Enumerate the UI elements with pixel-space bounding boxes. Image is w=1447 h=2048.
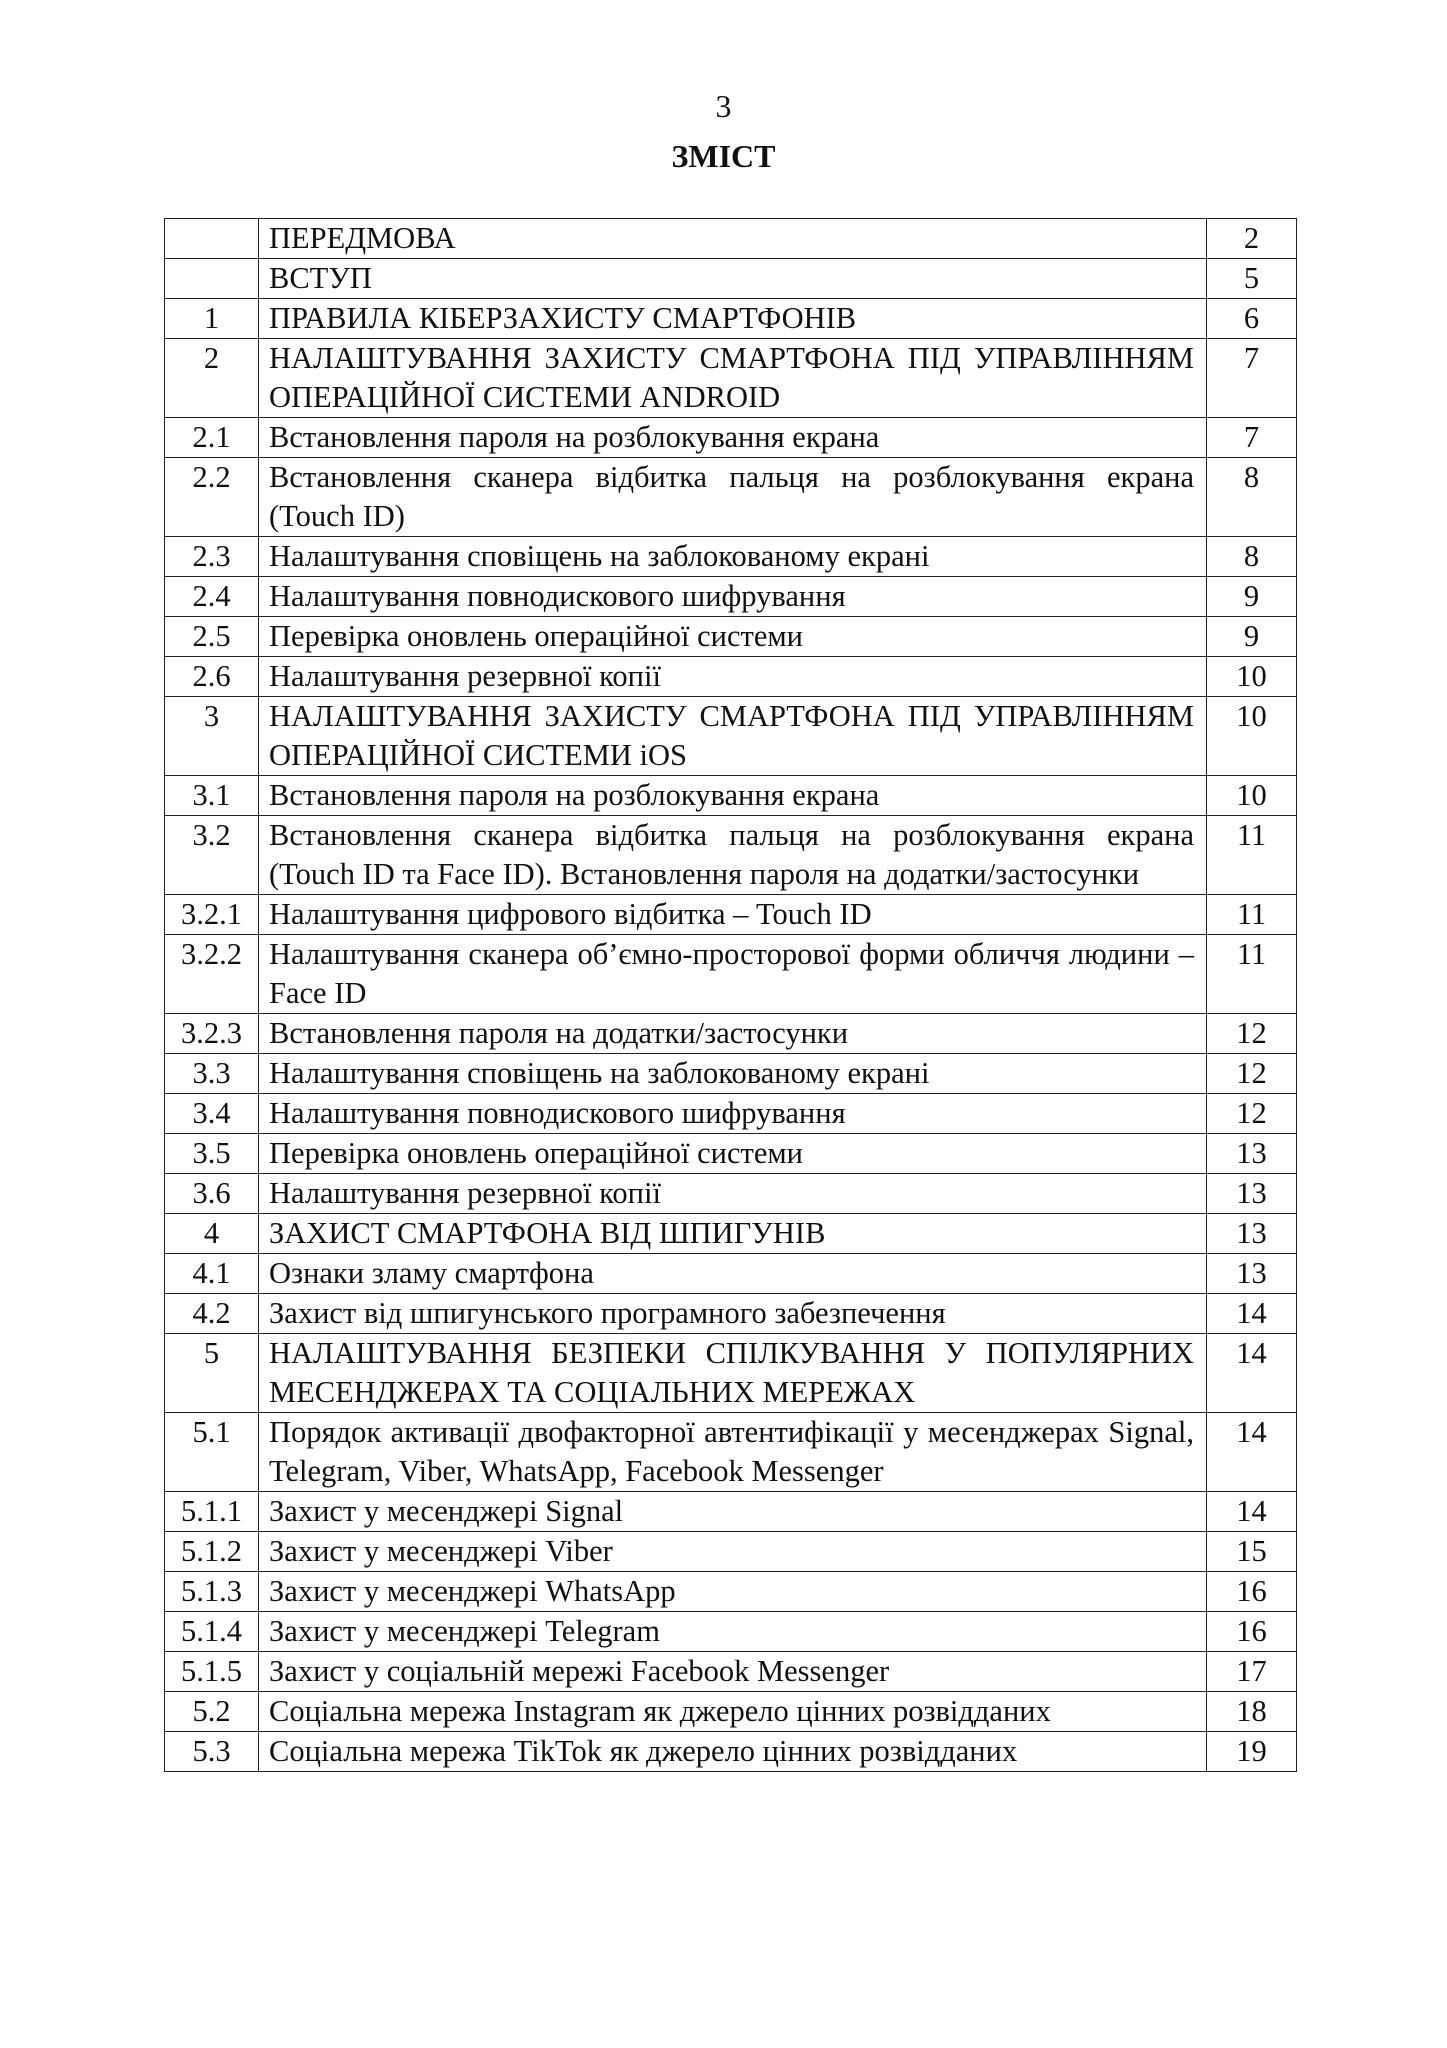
toc-section-number: 3.2 <box>165 816 259 895</box>
toc-section-number: 2 <box>165 339 259 418</box>
toc-row <box>165 577 1297 617</box>
toc-section-title: Налаштування цифрового відбитка – Touch ID <box>259 895 1207 935</box>
toc-body <box>165 219 1297 1772</box>
toc-section-number: 2.1 <box>165 418 259 458</box>
toc-row <box>165 1094 1297 1134</box>
toc-page-number: 6 <box>1207 299 1297 339</box>
toc-section-title: Встановлення пароля на розблокування екрана <box>259 776 1207 816</box>
toc-page-number: 11 <box>1207 816 1297 895</box>
toc-page-number: 14 <box>1207 1413 1297 1492</box>
toc-section-title: Захист у месенджері WhatsApp <box>259 1572 1207 1612</box>
toc-section-title: НАЛАШТУВАННЯ БЕЗПЕКИ СПІЛКУВАННЯ У ПОПУЛЯРНИХ МЕСЕНДЖЕРАХ ТА СОЦІАЛЬНИХ МЕРЕЖАХ <box>259 1334 1207 1413</box>
toc-page-number: 14 <box>1207 1334 1297 1413</box>
toc-section-number: 2.3 <box>165 537 259 577</box>
toc-section-number: 4.1 <box>165 1254 259 1294</box>
toc-row <box>165 697 1297 776</box>
toc-section-title: Налаштування сканера об’ємно-просторової форми обличчя людини – Face ID <box>259 935 1207 1014</box>
toc-row <box>165 776 1297 816</box>
toc-row <box>165 895 1297 935</box>
toc-page-number: 10 <box>1207 776 1297 816</box>
toc-table <box>164 218 1297 1772</box>
toc-section-title: ПЕРЕДМОВА <box>259 219 1207 259</box>
toc-section-title: Встановлення сканера відбитка пальця на розблокування екрана (Touch ID та Face ID). Встановлення пароля на додатки/застосунки <box>259 816 1207 895</box>
toc-page-number: 15 <box>1207 1532 1297 1572</box>
toc-section-title: Соціальна мережа TikTok як джерело цінних розвідданих <box>259 1732 1207 1772</box>
toc-row <box>165 1294 1297 1334</box>
toc-section-number: 5.3 <box>165 1732 259 1772</box>
toc-section-number: 3 <box>165 697 259 776</box>
toc-row <box>165 1732 1297 1772</box>
toc-row <box>165 1174 1297 1214</box>
toc-section-title: Порядок активації двофакторної автентифікації у месенджерах Signal, Telegram, Viber, WhatsApp, Facebook Messenger <box>259 1413 1207 1492</box>
toc-page-number: 11 <box>1207 935 1297 1014</box>
toc-page-number: 7 <box>1207 339 1297 418</box>
toc-section-title: Перевірка оновлень операційної системи <box>259 617 1207 657</box>
toc-section-number: 5.1.3 <box>165 1572 259 1612</box>
toc-row <box>165 458 1297 537</box>
page-number: 3 <box>715 88 732 124</box>
toc-row <box>165 1214 1297 1254</box>
toc-section-title: Встановлення сканера відбитка пальця на розблокування екрана (Touch ID) <box>259 458 1207 537</box>
toc-section-number: 5.2 <box>165 1692 259 1732</box>
toc-section-number: 5.1.4 <box>165 1612 259 1652</box>
toc-section-title: Налаштування повнодискового шифрування <box>259 1094 1207 1134</box>
toc-section-title: НАЛАШТУВАННЯ ЗАХИСТУ СМАРТФОНА ПІД УПРАВЛІННЯМ ОПЕРАЦІЙНОЇ СИСТЕМИ ANDROID <box>259 339 1207 418</box>
toc-section-number: 4.2 <box>165 1294 259 1334</box>
toc-section-title: Захист у месенджері Telegram <box>259 1612 1207 1652</box>
page-title: ЗМІСТ <box>671 138 776 174</box>
toc-page-number: 16 <box>1207 1572 1297 1612</box>
toc-section-number: 2.5 <box>165 617 259 657</box>
toc-page-number: 16 <box>1207 1612 1297 1652</box>
toc-section-title: Ознаки зламу смартфона <box>259 1254 1207 1294</box>
toc-row <box>165 1572 1297 1612</box>
toc-section-number: 3.4 <box>165 1094 259 1134</box>
toc-row <box>165 1692 1297 1732</box>
toc-page-number: 11 <box>1207 895 1297 935</box>
toc-page-number: 13 <box>1207 1174 1297 1214</box>
toc-section-title: НАЛАШТУВАННЯ ЗАХИСТУ СМАРТФОНА ПІД УПРАВЛІННЯМ ОПЕРАЦІЙНОЇ СИСТЕМИ iOS <box>259 697 1207 776</box>
toc-section-number: 5.1 <box>165 1413 259 1492</box>
toc-page-number: 8 <box>1207 537 1297 577</box>
toc-page-number: 5 <box>1207 259 1297 299</box>
toc-section-title: ЗАХИСТ СМАРТФОНА ВІД ШПИГУНІВ <box>259 1214 1207 1254</box>
toc-page-number: 14 <box>1207 1492 1297 1532</box>
toc-page-number: 10 <box>1207 697 1297 776</box>
toc-page-number: 13 <box>1207 1254 1297 1294</box>
toc-row <box>165 1134 1297 1174</box>
toc-row <box>165 657 1297 697</box>
toc-section-title: Захист у месенджері Viber <box>259 1532 1207 1572</box>
toc-page-number: 13 <box>1207 1134 1297 1174</box>
toc-row <box>165 219 1297 259</box>
toc-section-title: Перевірка оновлень операційної системи <box>259 1134 1207 1174</box>
toc-section-number: 2.4 <box>165 577 259 617</box>
toc-section-title: ПРАВИЛА КІБЕРЗАХИСТУ СМАРТФОНІВ <box>259 299 1207 339</box>
toc-page-number: 17 <box>1207 1652 1297 1692</box>
toc-section-title: Захист у месенджері Signal <box>259 1492 1207 1532</box>
toc-section-number: 3.6 <box>165 1174 259 1214</box>
toc-section-title: Захист від шпигунського програмного забезпечення <box>259 1294 1207 1334</box>
toc-page-number: 12 <box>1207 1014 1297 1054</box>
toc-section-title: Налаштування резервної копії <box>259 657 1207 697</box>
toc-page-number: 19 <box>1207 1732 1297 1772</box>
toc-page-number: 18 <box>1207 1692 1297 1732</box>
toc-section-number: 2.2 <box>165 458 259 537</box>
toc-row <box>165 1014 1297 1054</box>
toc-section-number: 3.2.2 <box>165 935 259 1014</box>
toc-row <box>165 1054 1297 1094</box>
toc-section-number: 5.1.1 <box>165 1492 259 1532</box>
toc-page-number: 12 <box>1207 1094 1297 1134</box>
toc-row <box>165 1532 1297 1572</box>
toc-row <box>165 1612 1297 1652</box>
toc-section-number: 3.3 <box>165 1054 259 1094</box>
toc-section-number: 2.6 <box>165 657 259 697</box>
toc-section-title: Захист у соціальній мережі Facebook Messenger <box>259 1652 1207 1692</box>
toc-row <box>165 617 1297 657</box>
toc-section-number: 5 <box>165 1334 259 1413</box>
toc-section-number: 5.1.2 <box>165 1532 259 1572</box>
toc-row <box>165 935 1297 1014</box>
toc-page-number: 9 <box>1207 617 1297 657</box>
toc-page-number: 2 <box>1207 219 1297 259</box>
toc-page-number: 10 <box>1207 657 1297 697</box>
toc-page-number: 13 <box>1207 1214 1297 1254</box>
toc-row <box>165 259 1297 299</box>
toc-section-title: Соціальна мережа Instagram як джерело цінних розвідданих <box>259 1692 1207 1732</box>
toc-section-number: 3.5 <box>165 1134 259 1174</box>
toc-page-number: 14 <box>1207 1294 1297 1334</box>
toc-section-number: 1 <box>165 299 259 339</box>
toc-section-title: Налаштування сповіщень на заблокованому екрані <box>259 1054 1207 1094</box>
toc-section-number <box>165 259 259 299</box>
toc-row <box>165 1413 1297 1492</box>
toc-row <box>165 537 1297 577</box>
toc-page-number: 7 <box>1207 418 1297 458</box>
toc-page-number: 9 <box>1207 577 1297 617</box>
toc-row <box>165 816 1297 895</box>
toc-row <box>165 418 1297 458</box>
toc-row <box>165 299 1297 339</box>
toc-row <box>165 1334 1297 1413</box>
toc-row <box>165 1492 1297 1532</box>
toc-section-title: Встановлення пароля на додатки/застосунки <box>259 1014 1207 1054</box>
toc-section-number: 4 <box>165 1214 259 1254</box>
toc-section-title: ВСТУП <box>259 259 1207 299</box>
toc-section-number: 3.2.3 <box>165 1014 259 1054</box>
toc-section-number <box>165 219 259 259</box>
toc-section-title: Налаштування сповіщень на заблокованому екрані <box>259 537 1207 577</box>
toc-page-number: 8 <box>1207 458 1297 537</box>
toc-section-title: Встановлення пароля на розблокування екрана <box>259 418 1207 458</box>
toc-row <box>165 1652 1297 1692</box>
toc-row <box>165 339 1297 418</box>
toc-section-number: 5.1.5 <box>165 1652 259 1692</box>
toc-section-title: Налаштування резервної копії <box>259 1174 1207 1214</box>
toc-section-title: Налаштування повнодискового шифрування <box>259 577 1207 617</box>
toc-row <box>165 1254 1297 1294</box>
toc-page-number: 12 <box>1207 1054 1297 1094</box>
toc-section-number: 3.2.1 <box>165 895 259 935</box>
toc-section-number: 3.1 <box>165 776 259 816</box>
